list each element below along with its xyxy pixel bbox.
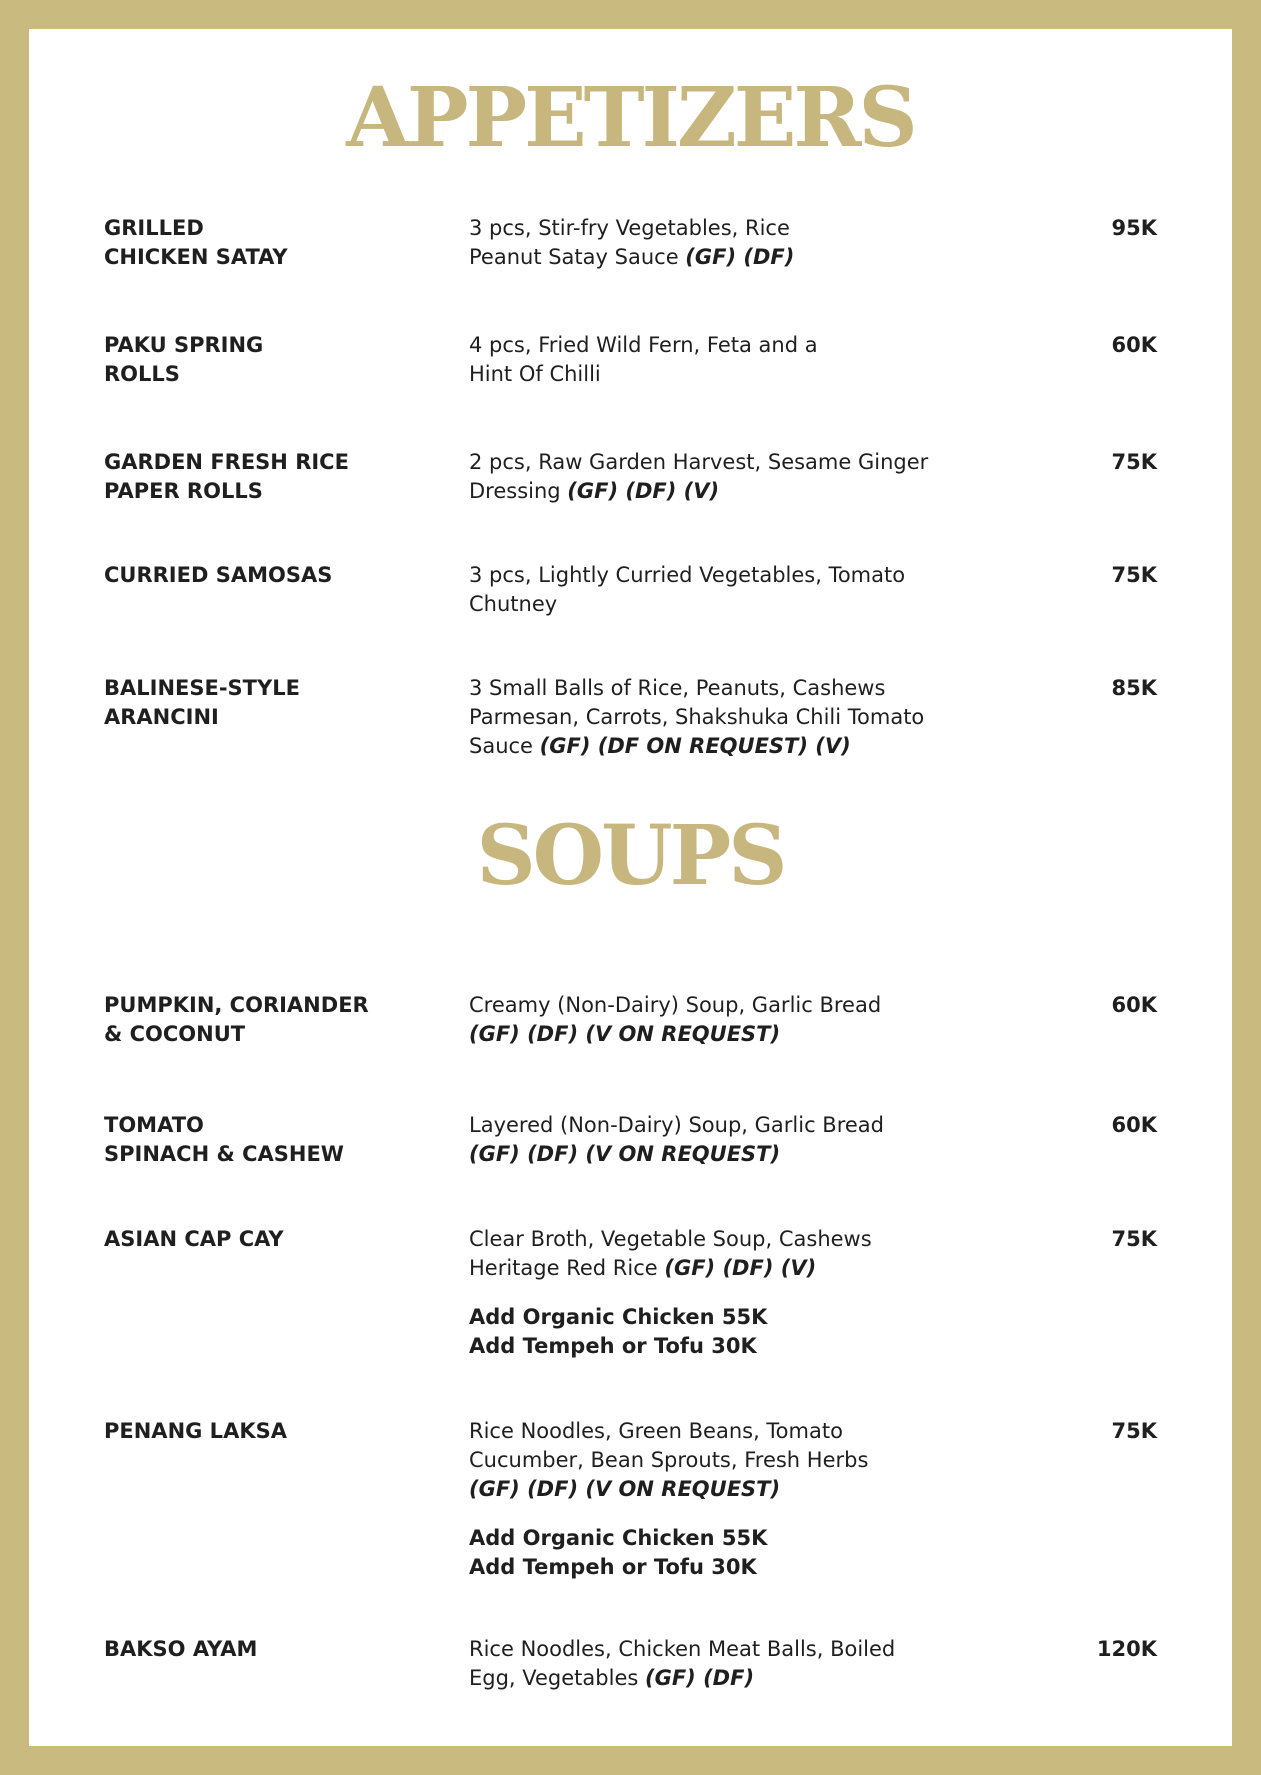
diet-tags: (GF) (DF) (V) xyxy=(664,1256,817,1280)
addon-option: Add Organic Chicken 55K xyxy=(469,1305,768,1329)
item-description: 3 Small Balls of Rice, Peanuts, Cashews Parmesan, Carrots, Shakshuka Chili Tomato Sauce (GF) (DF ON REQUEST) (V) xyxy=(469,676,925,758)
item-price: 75K xyxy=(1111,450,1157,474)
item-addons xyxy=(469,1303,939,1361)
addon-option: Add Tempeh or Tofu 30K xyxy=(469,1555,757,1579)
item-price: 60K xyxy=(1111,1113,1157,1137)
addon-option: Add Tempeh or Tofu 30K xyxy=(469,1334,757,1358)
diet-tags: (GF) (DF) xyxy=(645,1666,755,1690)
item-price: 75K xyxy=(1111,563,1157,587)
diet-tags: (GF) (DF) (V ON REQUEST) xyxy=(469,1022,781,1046)
item-name: GRILLED CHICKEN SATAY xyxy=(104,216,288,269)
item-description: 3 pcs, Stir-fry Vegetables, Rice Peanut Satay Sauce (GF) (DF) xyxy=(469,216,795,269)
addon-option: Add Organic Chicken 55K xyxy=(469,1526,768,1550)
item-description: Creamy (Non-Dairy) Soup, Garlic Bread (GF) (DF) (V ON REQUEST) xyxy=(469,993,882,1046)
item-name: PENANG LAKSA xyxy=(104,1419,287,1443)
diet-tags: (GF) (DF ON REQUEST) (V) xyxy=(539,734,851,758)
item-price: 85K xyxy=(1111,676,1157,700)
item-price: 60K xyxy=(1111,333,1157,357)
menu-page xyxy=(29,29,1232,1746)
item-name: PUMPKIN, CORIANDER & COCONUT xyxy=(104,993,369,1046)
item-description: Rice Noodles, Green Beans, Tomato Cucumber, Bean Sprouts, Fresh Herbs (GF) (DF) (V ON REQUEST) Add Organic Chicken 55K Add Tempeh or Tofu 30K xyxy=(469,1417,939,1582)
diet-tags: (GF) (DF) xyxy=(685,245,795,269)
item-description: 2 pcs, Raw Garden Harvest, Sesame Ginger Dressing (GF) (DF) (V) xyxy=(469,450,929,503)
item-name: BALINESE-STYLE ARANCINI xyxy=(104,676,300,729)
item-name: CURRIED SAMOSAS xyxy=(104,563,333,587)
item-description: Clear Broth, Vegetable Soup, Cashews Heritage Red Rice (GF) (DF) (V) Add Organic Chicken 55K Add Tempeh or Tofu 30K xyxy=(469,1225,939,1361)
item-price: 95K xyxy=(1111,216,1157,240)
section-title-soups: SOUPS xyxy=(476,808,785,904)
item-description: 3 pcs, Lightly Curried Vegetables, Tomato Chutney xyxy=(469,563,906,616)
section-title-appetizers: APPETIZERS xyxy=(346,70,915,166)
item-name: TOMATO SPINACH & CASHEW xyxy=(104,1113,344,1166)
item-price: 120K xyxy=(1096,1637,1157,1661)
item-description: Layered (Non-Dairy) Soup, Garlic Bread (GF) (DF) (V ON REQUEST) xyxy=(469,1113,884,1166)
item-name: BAKSO AYAM xyxy=(104,1637,258,1661)
diet-tags: (GF) (DF) (V) xyxy=(567,479,720,503)
item-price: 60K xyxy=(1111,993,1157,1017)
diet-tags: (GF) (DF) (V ON REQUEST) xyxy=(469,1142,781,1166)
item-name: GARDEN FRESH RICE PAPER ROLLS xyxy=(104,450,349,503)
item-description: Rice Noodles, Chicken Meat Balls, Boiled Egg, Vegetables (GF) (DF) xyxy=(469,1637,896,1690)
item-name: ASIAN CAP CAY xyxy=(104,1227,284,1251)
diet-tags: (GF) (DF) (V ON REQUEST) xyxy=(469,1477,781,1501)
item-price: 75K xyxy=(1111,1419,1157,1443)
item-description: 4 pcs, Fried Wild Fern, Feta and a Hint Of Chilli xyxy=(469,333,818,386)
item-name: PAKU SPRING ROLLS xyxy=(104,333,264,386)
item-addons xyxy=(469,1524,939,1582)
item-price: 75K xyxy=(1111,1227,1157,1251)
